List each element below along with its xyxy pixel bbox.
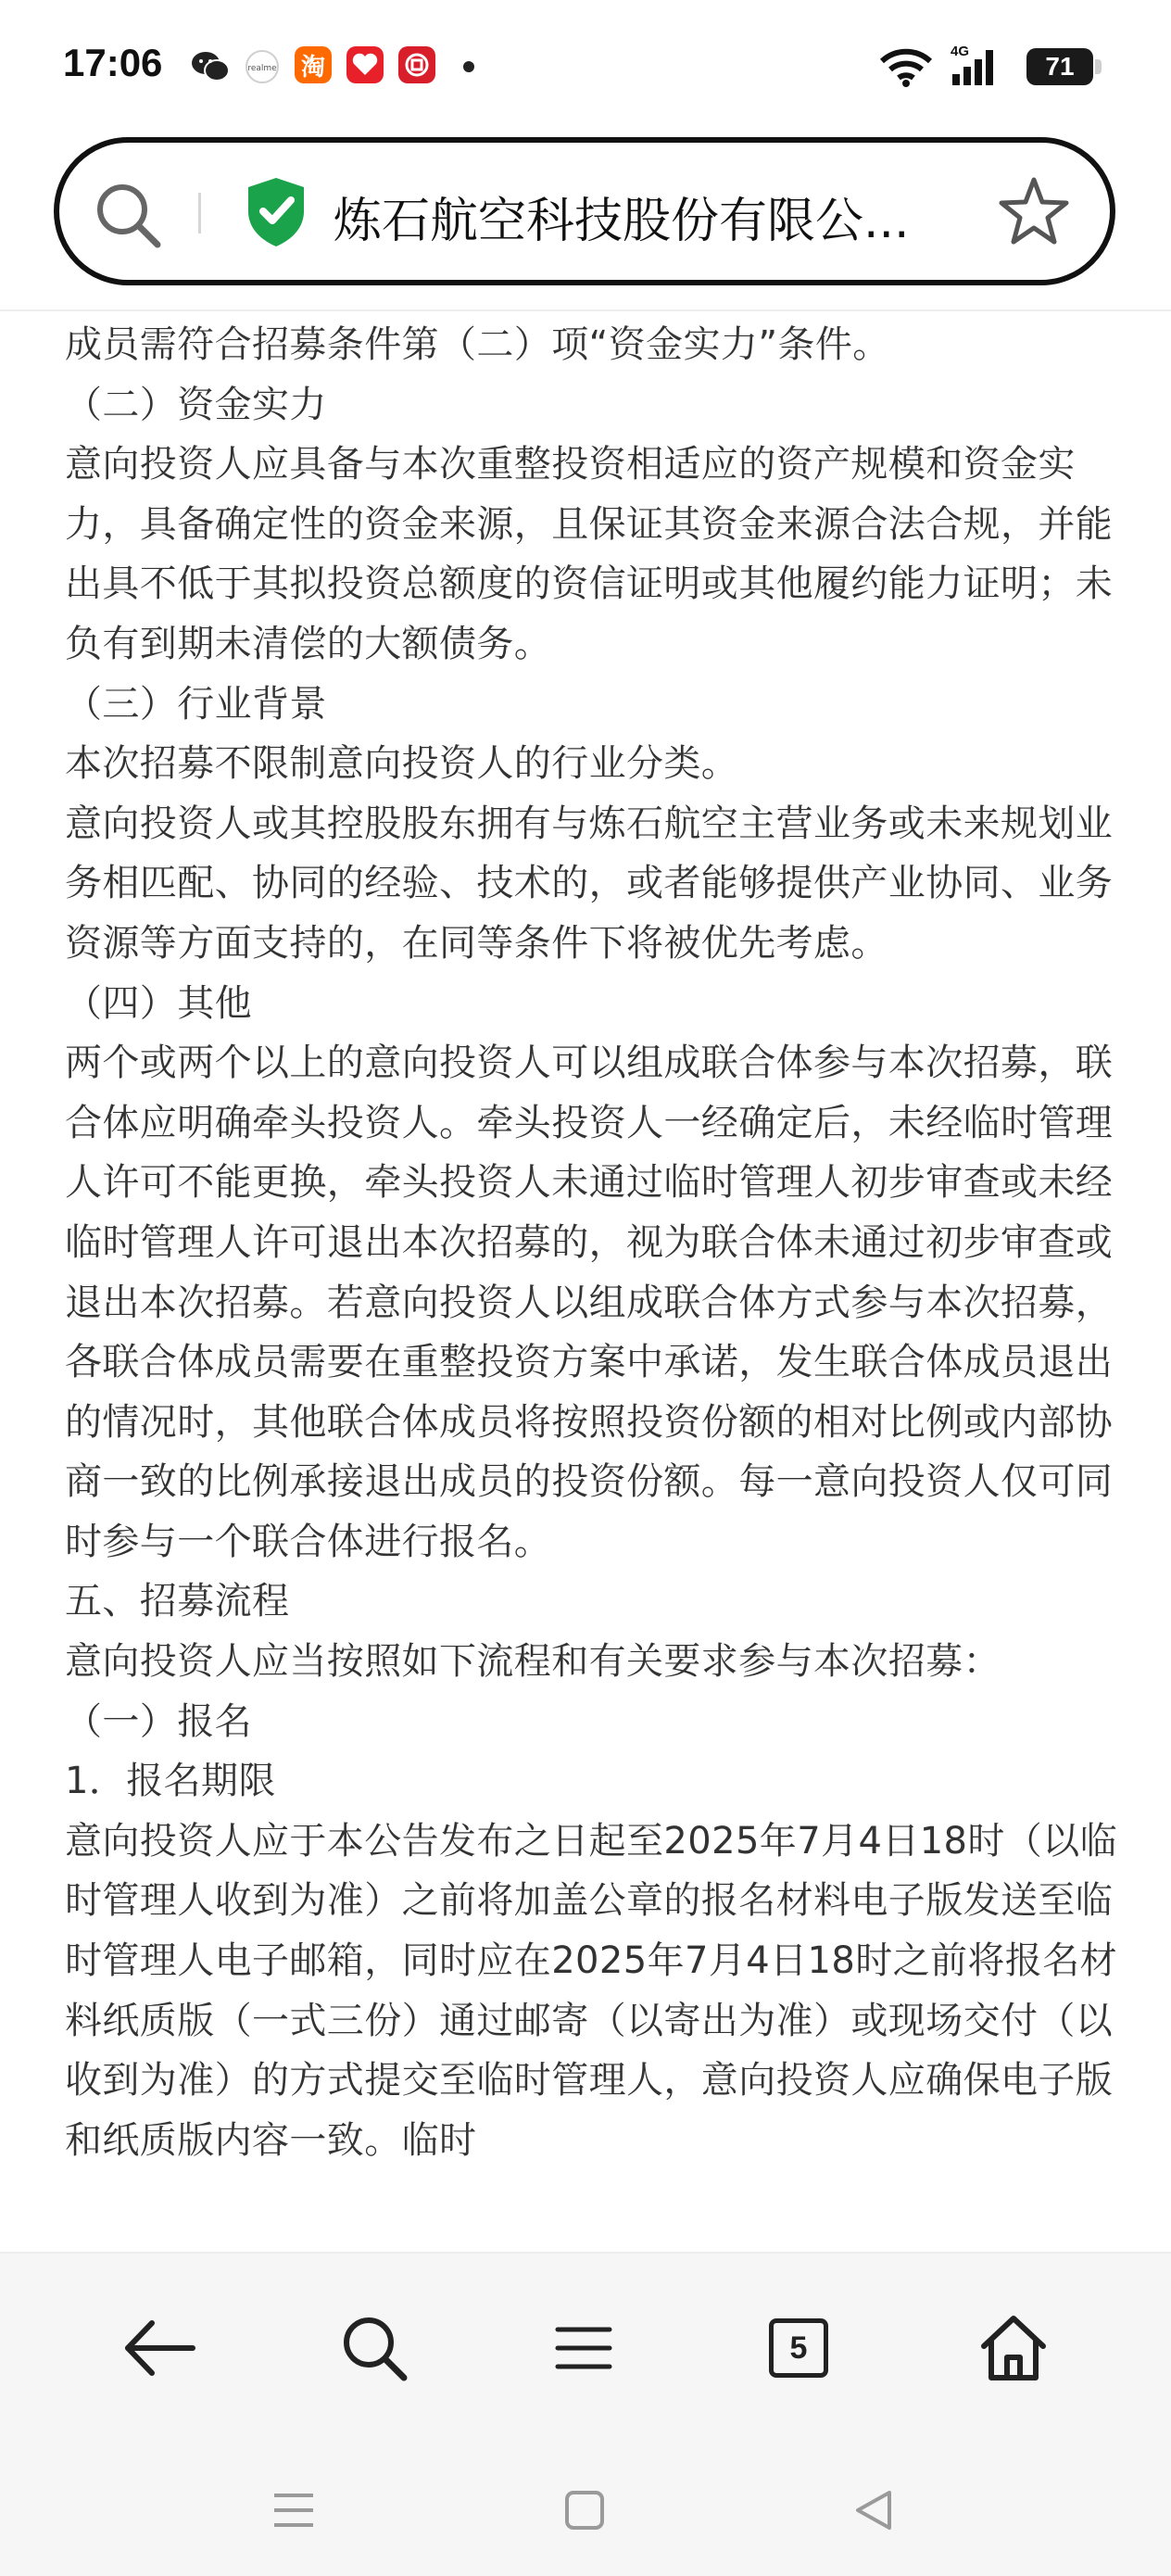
back-nav-button[interactable] (841, 2478, 906, 2543)
bank-icon (398, 46, 435, 83)
address-divider (198, 193, 201, 234)
home-square-icon (563, 2489, 606, 2532)
search-button[interactable] (328, 2302, 421, 2394)
realme-icon (243, 50, 282, 87)
menu-button[interactable] (537, 2302, 630, 2394)
tabs-button[interactable] (752, 2302, 845, 2394)
header-divider (0, 309, 1171, 311)
article-paragraph: 意向投资人应当按照如下流程和有关要求参与本次招募： (65, 1640, 1001, 1684)
section-heading: 1．报名期限 (65, 1760, 276, 1803)
section-heading: （二）资金实力 (65, 383, 327, 426)
cellular-signal-icon (949, 43, 1008, 93)
wifi-icon (878, 48, 934, 91)
article-paragraph: 意向投资人应于本公告发布之日起至2025年7月4日18时（以临时管理人收到为准）之前将加盖公章的报名材料电子版发送至临时管理人电子邮箱，同时应在2025年7月4日18时之前将报名材料纸质版（一式三份）通过邮寄（以寄出为准）或现场交付（以收到为准）的方式提交至临时管理人，意向投资人应确保电子版和纸质版内容一致。临时 (65, 1819, 1117, 2162)
search-icon (337, 2311, 411, 2385)
article-paragraph: 两个或两个以上的意向投资人可以组成联合体参与本次招募，联合体应明确牵头投资人。牵头投资人一经确定后，未经临时管理人许可不能更换，牵头投资人未通过临时管理人初步审查或未经临时管理人许可退出本次招募的，视为联合体未通过初步审查或退出本次招募。若意向投资人以组成联合体方式参与本次招募，各联合体成员需要在重整投资方案中承诺，发生联合体成员退出的情况时，其他联合体成员将按照投资份额的相对比例或内部协商一致的比例承接退出成员的投资份额。每一意向投资人仅可同时参与一个联合体进行报名。 (65, 1042, 1114, 1563)
recent-apps-button[interactable] (261, 2478, 326, 2543)
article-paragraph: 成员需符合招募条件第（二）项“资金实力”条件。 (65, 323, 890, 366)
bookmark-star-icon[interactable] (995, 172, 1073, 254)
article-paragraph: 意向投资人或其控股股东拥有与炼石航空主营业务或未来规划业务相匹配、协同的经验、技术的，或者能够提供产业协同、业务资源等方面支持的，在同等条件下将被优先考虑。 (65, 802, 1114, 965)
article-paragraph: 本次招募不限制意向投资人的行业分类。 (65, 742, 739, 786)
search-icon[interactable] (93, 180, 163, 254)
svg-text:realme: realme (247, 64, 277, 73)
secure-shield-icon[interactable] (243, 174, 309, 252)
battery-indicator: 71 (1026, 48, 1093, 85)
section-heading: （三）行业背景 (65, 682, 327, 726)
browser-toolbar (0, 2252, 1171, 2439)
taobao-icon: 淘 (295, 46, 332, 83)
more-notifications-dot (463, 61, 474, 72)
red-app-icon (346, 46, 384, 83)
back-triangle-icon (852, 2487, 895, 2533)
home-nav-button[interactable] (552, 2478, 617, 2543)
article-paragraph: 意向投资人应具备与本次重整投资相适应的资产规模和资金实力，具备确定性的资金来源，且保证其资金来源合法合规，并能出具不低于其拟投资总额度的资信证明或其他履约能力证明；未负有到期未清偿的大额债务。 (65, 443, 1114, 665)
menu-icon (554, 2322, 613, 2374)
tab-count-badge: 5 (769, 2318, 828, 2378)
page-title[interactable]: 炼石航空科技股份有限公... (334, 194, 910, 249)
recent-apps-icon (271, 2490, 317, 2531)
address-bar[interactable] (54, 137, 1115, 285)
status-time: 17:06 (63, 41, 163, 84)
section-heading: 五、招募流程 (65, 1580, 290, 1623)
section-heading: （四）其他 (65, 981, 252, 1025)
home-icon (976, 2311, 1051, 2385)
home-button[interactable] (967, 2302, 1060, 2394)
status-bar (0, 0, 1171, 130)
battery-tip (1095, 59, 1102, 74)
article-content (65, 315, 1130, 2252)
wechat-icon (191, 50, 230, 87)
system-navigation-bar (0, 2437, 1171, 2576)
back-button[interactable] (113, 2302, 206, 2394)
svg-text:4G: 4G (951, 44, 970, 59)
section-heading: （一）报名 (65, 1699, 252, 1743)
back-arrow-icon (120, 2316, 198, 2380)
